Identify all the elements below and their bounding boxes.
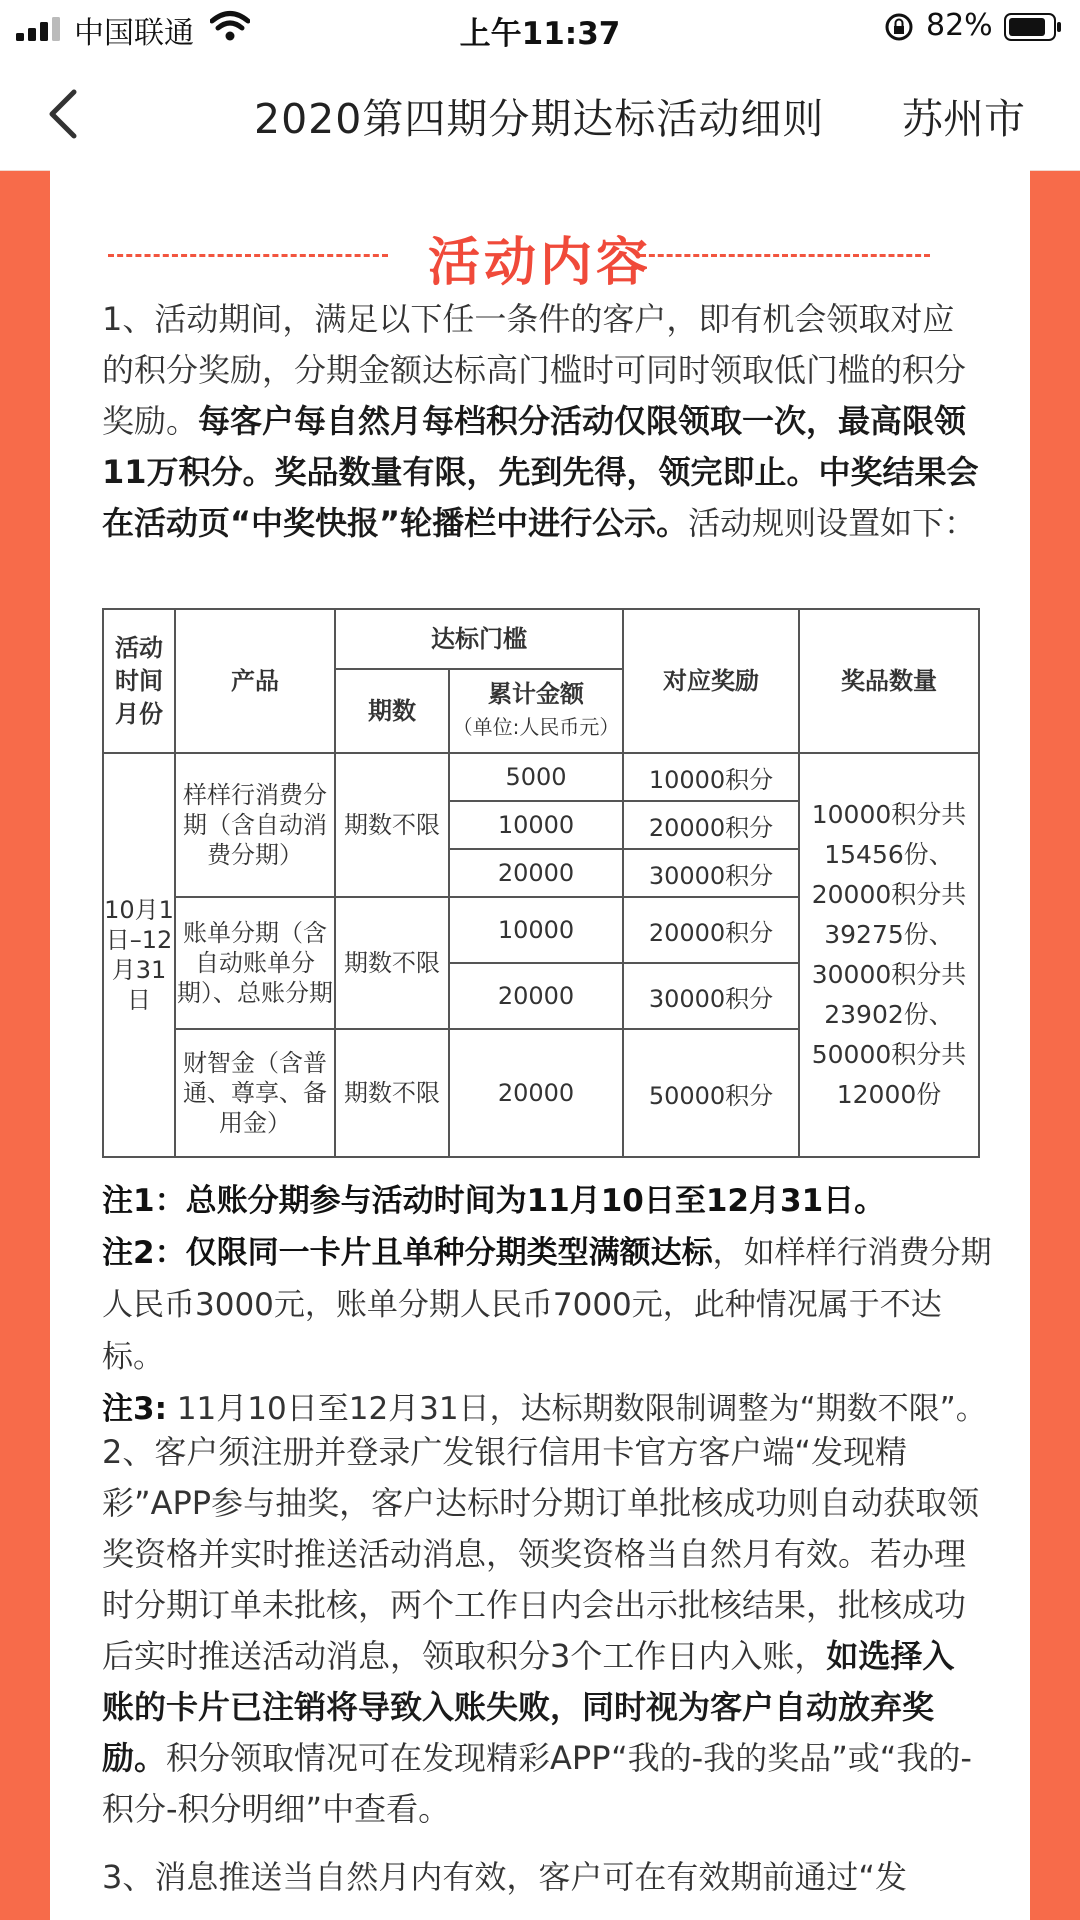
paragraph-1-tail: 活动规则设置如下： bbox=[688, 504, 977, 542]
back-chevron-icon[interactable] bbox=[44, 86, 84, 142]
paragraph-3: 3、消息推送当自然月内有效，客户可在有效期前通过“发 bbox=[102, 1858, 907, 1896]
note-1 bbox=[102, 1175, 992, 1227]
amount-cell: 10000 bbox=[449, 897, 623, 963]
paragraph-1-text: 1、活动期间，满足以下任一条件的客户，即有机会领取对应的积分奖励，分期金额达标高门槛时可同时领取低门槛的积分奖励。 bbox=[102, 300, 967, 440]
paragraph-2-tail: 积分领取情况可在发现精彩APP“我的-我的奖品”或“我的-积分-积分明细”中查看。 bbox=[102, 1739, 972, 1828]
paragraph-1 bbox=[102, 294, 980, 549]
reward-cell: 10000积分 bbox=[623, 753, 799, 801]
nav-bar bbox=[0, 56, 1080, 171]
reward-cell: 50000积分 bbox=[623, 1029, 799, 1157]
city-selector[interactable]: 苏州市 bbox=[902, 95, 1025, 143]
product-cell: 财智金（含普通、尊享、备用金） bbox=[175, 1029, 335, 1157]
battery-percent: 82% bbox=[926, 8, 993, 43]
product-cell: 账单分期（含自动账单分期）、总账分期 bbox=[175, 897, 335, 1029]
note-2-label: 注2： bbox=[102, 1235, 186, 1271]
note-2-bold: 仅限同一卡片且单种分期类型满额达标 bbox=[185, 1235, 713, 1271]
section-heading: 活动内容 bbox=[427, 233, 652, 293]
reward-cell: 20000积分 bbox=[623, 801, 799, 849]
table-row bbox=[103, 753, 979, 801]
header-amount bbox=[449, 669, 623, 753]
paragraph-2 bbox=[102, 1427, 980, 1835]
note-3-label: 注3: bbox=[102, 1391, 167, 1427]
reward-cell: 30000积分 bbox=[623, 849, 799, 897]
paragraph-1-bold: 每客户每自然月每档积分活动仅限领取一次，最高限领11万积分。奖品数量有限，先到先得，领完即止。中奖结果会在活动页“中奖快报”轮播栏中进行公示。 bbox=[102, 402, 979, 542]
status-bar bbox=[0, 0, 1080, 56]
amount-cell: 20000 bbox=[449, 1029, 623, 1157]
product-cell: 样样行消费分期（含自动消费分期） bbox=[175, 753, 335, 897]
section-header bbox=[50, 220, 1030, 293]
amount-cell: 20000 bbox=[449, 963, 623, 1029]
paragraph-2-bold: 如选择入账的卡片已注销将导致入账失败，同时视为客户自动放弃奖励。 bbox=[102, 1637, 955, 1777]
terms-cell: 期数不限 bbox=[335, 897, 449, 1029]
rotation-lock-icon bbox=[884, 12, 914, 42]
terms-cell: 期数不限 bbox=[335, 753, 449, 897]
reward-cell: 20000积分 bbox=[623, 897, 799, 963]
divider-right bbox=[640, 254, 930, 257]
header-threshold: 达标门槛 bbox=[335, 609, 623, 669]
header-quantity: 奖品数量 bbox=[799, 609, 979, 753]
paragraph-2-text: 2、客户须注册并登录广发银行信用卡官方客户端“发现精彩”APP参与抽奖，客户达标时分期订单批核成功则自动获取领奖资格并实时推送活动消息，领奖资格当自然月有效。若办理时分期订单未批核，两个工作日内会出示批核结果，批核成功后实时推送活动消息，领取积分3个工作日内入账， bbox=[102, 1433, 980, 1675]
amount-cell: 10000 bbox=[449, 801, 623, 849]
page-title: 2020第四期分期达标活动细则 bbox=[254, 95, 825, 143]
header-amount-unit: （单位:人民币元） bbox=[452, 715, 620, 739]
battery-icon bbox=[1004, 13, 1062, 41]
note-2-text: ，如样样行消费分期人民币3000元，账单分期人民币7000元，此种情况属于不达标。 bbox=[102, 1235, 992, 1375]
amount-cell: 20000 bbox=[449, 849, 623, 897]
note-2 bbox=[102, 1227, 992, 1383]
rules-table bbox=[102, 608, 980, 1158]
note-3-text: 11月10日至12月31日，达标期数限制调整为“期数不限”。 bbox=[166, 1391, 987, 1427]
header-terms: 期数 bbox=[335, 669, 449, 753]
content-card bbox=[50, 170, 1030, 1920]
quantity-cell: 10000积分共15456份、20000积分共39275份、30000积分共23902份、50000积分共12000份 bbox=[799, 753, 979, 1157]
header-reward: 对应奖励 bbox=[623, 609, 799, 753]
clock: 上午11:37 bbox=[459, 16, 621, 52]
note-1-text: 总账分期参与活动时间为11月10日至12月31日。 bbox=[185, 1183, 886, 1219]
carrier-name: 中国联通 bbox=[74, 16, 194, 51]
header-amount-label: 累计金额 bbox=[488, 680, 584, 708]
reward-cell: 30000积分 bbox=[623, 963, 799, 1029]
notes bbox=[102, 1175, 992, 1435]
note-1-label: 注1： bbox=[102, 1183, 186, 1219]
header-product: 产品 bbox=[175, 609, 335, 753]
amount-cell: 5000 bbox=[449, 753, 623, 801]
header-period: 活动时间月份 bbox=[103, 609, 175, 753]
terms-cell: 期数不限 bbox=[335, 1029, 449, 1157]
period-cell: 10月1日–12月31日 bbox=[103, 753, 175, 1157]
